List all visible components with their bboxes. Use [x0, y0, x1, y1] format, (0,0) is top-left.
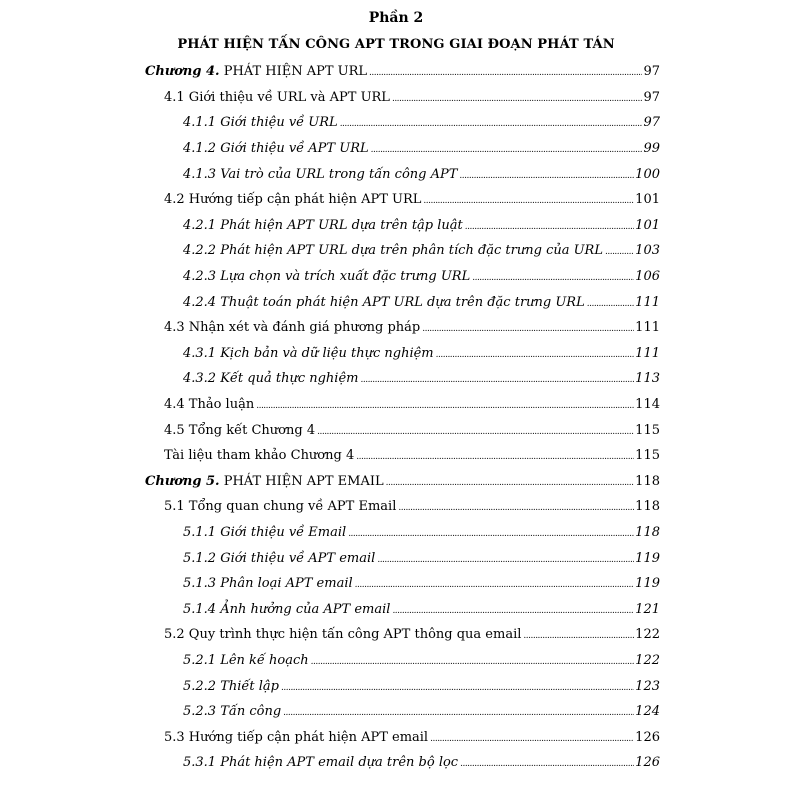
dot-leader [356, 453, 634, 462]
toc-subsection-entry [0, 289, 792, 315]
toc-entry-line [145, 65, 792, 78]
toc-entry-line [183, 116, 792, 129]
dot-leader [472, 274, 634, 283]
chapter-prefix: Chương 4. [145, 64, 220, 80]
toc-entry-label [183, 347, 436, 360]
dot-leader [377, 556, 634, 565]
toc-entry-title: 4.5 Tổng kết Chương 4 [164, 422, 316, 438]
dot-leader [430, 735, 634, 744]
toc-page-number: 121 [635, 601, 660, 617]
dot-leader [587, 300, 634, 309]
toc-page-number: 122 [635, 652, 660, 668]
toc-entry-title: Tài liệu tham khảo Chương 4 [164, 448, 355, 464]
toc-page-number: 111 [635, 320, 660, 336]
toc-subsection-entry [0, 238, 792, 264]
dot-leader [465, 223, 634, 232]
part-title: Phần 2 [368, 10, 424, 26]
toc-entry-line [183, 654, 792, 667]
toc-page-number: 123 [635, 678, 660, 694]
toc-entry-label [164, 91, 392, 104]
toc-entry-title: 5.2.2 Thiết lập [183, 678, 279, 694]
toc-entry-line [164, 91, 792, 104]
toc-entry-label [164, 731, 430, 744]
toc-section-entry [0, 85, 792, 111]
toc-subsection-entry [0, 213, 792, 239]
toc-page-number: 99 [643, 141, 660, 157]
dot-leader [281, 684, 634, 693]
toc-entry-line [164, 321, 792, 334]
toc-page-number: 119 [635, 550, 660, 566]
part-subtitle: PHÁT HIỆN TẤN CÔNG APT TRONG GIAI ĐOẠN PHÁT TÁN [177, 37, 615, 52]
toc-subsection-entry [0, 110, 792, 136]
toc-page-number: 115 [635, 422, 660, 438]
dot-leader [398, 504, 634, 513]
toc-subsection-entry [0, 161, 792, 187]
toc-entry-line [183, 705, 792, 718]
toc-page-number: 111 [635, 294, 660, 310]
toc-page-number: 118 [635, 499, 660, 515]
dot-leader [523, 632, 634, 641]
dot-leader [311, 658, 635, 667]
toc-entry-line [164, 398, 792, 411]
dot-leader [605, 248, 634, 257]
toc-page-number: 118 [635, 473, 660, 489]
toc-entry-title: 5.2.3 Tấn công [183, 704, 282, 720]
toc-entry-title: 4.2.1 Phát hiện APT URL dựa trên tập luật [183, 217, 463, 233]
toc-entry-line [183, 756, 792, 769]
toc-page-number: 122 [635, 627, 660, 643]
toc-entry-label [183, 270, 472, 283]
toc-entry-label [164, 628, 523, 641]
toc-entry-label [164, 449, 356, 462]
toc-entry-title: 4.2.2 Phát hiện APT URL dựa trên phân tích đặc trưng của URL [183, 243, 603, 259]
toc-page-number: 101 [635, 192, 660, 208]
toc-subsection-entry [0, 673, 792, 699]
toc-entry-title: 5.2.1 Lên kế hoạch [183, 652, 309, 668]
toc-page-number: 106 [635, 269, 660, 285]
toc-entry-label [164, 424, 317, 437]
toc-chapter-entry [0, 469, 792, 495]
toc-entry-label [164, 500, 398, 513]
toc-section-entry [0, 187, 792, 213]
dot-leader [360, 376, 634, 385]
toc-entry-title: 4.4 Thảo luận [164, 397, 255, 413]
toc-subsection-entry [0, 648, 792, 674]
toc-entry-label [183, 552, 377, 565]
toc-entry-line [183, 372, 792, 385]
toc-section-entry [0, 315, 792, 341]
toc-page-number: 119 [635, 576, 660, 592]
toc-page-number: 126 [635, 755, 660, 771]
toc-entry-title: 4.1 Giới thiệu về URL và APT URL [164, 89, 390, 105]
dot-leader [355, 581, 635, 590]
toc-section-entry [0, 622, 792, 648]
toc-entry-label [183, 244, 605, 257]
toc-entry-label [183, 168, 459, 181]
toc-subsection-entry [0, 596, 792, 622]
toc-entry-line [145, 475, 792, 488]
toc-subsection-entry [0, 699, 792, 725]
toc-entry-line [183, 168, 792, 181]
toc-entry-line [164, 731, 792, 744]
dot-leader [256, 402, 634, 411]
toc-entry-label [183, 372, 360, 385]
toc-entry-title: 5.1 Tổng quan chung về APT Email [164, 499, 397, 515]
toc-page-number: 100 [635, 166, 660, 182]
toc-subsection-entry [0, 545, 792, 571]
toc-entry-label [183, 603, 392, 616]
toc-entry-title: 5.1.1 Giới thiệu về Email [183, 524, 347, 540]
toc-entry-label [183, 756, 460, 769]
toc-entry-title: 5.3.1 Phát hiện APT email dựa trên bộ lọc [183, 755, 459, 771]
dot-leader [459, 172, 634, 181]
toc-entry-title: 5.2 Quy trình thực hiện tấn công APT thông qua email [164, 627, 522, 643]
toc-page-number: 118 [635, 524, 660, 540]
toc-section-entry [0, 724, 792, 750]
toc-entry-line [164, 424, 792, 437]
dot-leader [460, 760, 634, 769]
dot-leader [371, 146, 643, 155]
dot-leader [423, 197, 634, 206]
toc-page-number: 124 [635, 704, 660, 720]
toc-entry-title: 5.1.4 Ảnh hưởng của APT email [183, 601, 391, 617]
toc-entry-line [183, 680, 792, 693]
toc-entry-line [183, 552, 792, 565]
toc-page-number: 97 [643, 89, 660, 105]
toc-entry-label [183, 705, 283, 718]
toc-entry-label [183, 296, 587, 309]
dot-leader [369, 69, 642, 78]
table-of-contents [0, 59, 792, 776]
toc-entry-title: 4.3 Nhận xét và đánh giá phương pháp [164, 320, 421, 336]
toc-entry-label [145, 475, 386, 488]
toc-entry-line [183, 296, 792, 309]
toc-page-number: 97 [643, 64, 660, 80]
toc-entry-line [183, 603, 792, 616]
toc-entry-label [183, 219, 465, 232]
toc-entry-label [183, 142, 371, 155]
toc-subsection-entry [0, 341, 792, 367]
toc-entry-title: PHÁT HIỆN APT EMAIL [219, 473, 384, 489]
toc-section-entry [0, 392, 792, 418]
dot-leader [340, 120, 643, 129]
toc-entry-title: 4.1.3 Vai trò của URL trong tấn công APT [183, 166, 458, 182]
toc-entry-title: 5.1.2 Giới thiệu về APT email [183, 550, 376, 566]
toc-section-entry [0, 417, 792, 443]
toc-entry-line [183, 219, 792, 232]
toc-entry-title: 4.3.2 Kết quả thực nghiệm [183, 371, 359, 387]
toc-entry-title: 5.3 Hướng tiếp cận phát hiện APT email [164, 729, 429, 745]
toc-chapter-entry [0, 59, 792, 85]
dot-leader [386, 479, 635, 488]
toc-page-number: 111 [635, 345, 660, 361]
toc-page-number: 97 [643, 115, 660, 131]
toc-entry-title: PHÁT HIỆN APT URL [219, 64, 368, 80]
toc-entry-line [164, 500, 792, 513]
dot-leader [392, 95, 643, 104]
toc-page-number: 101 [635, 217, 660, 233]
toc-entry-line [183, 347, 792, 360]
toc-entry-label [183, 526, 348, 539]
toc-subsection-entry [0, 366, 792, 392]
toc-entry-label [145, 65, 369, 78]
toc-entry-line [164, 628, 792, 641]
toc-entry-title: 4.2 Hướng tiếp cận phát hiện APT URL [164, 192, 422, 208]
toc-entry-line [183, 526, 792, 539]
toc-entry-label [183, 577, 355, 590]
toc-entry-line [183, 142, 792, 155]
toc-section-entry [0, 443, 792, 469]
toc-entry-title: 4.2.3 Lựa chọn và trích xuất đặc trưng URL [183, 269, 471, 285]
toc-entry-label [183, 116, 340, 129]
toc-entry-title: 4.2.4 Thuật toán phát hiện APT URL dựa trên đặc trưng URL [183, 294, 585, 310]
dot-leader [436, 351, 635, 360]
toc-entry-line [164, 449, 792, 462]
toc-page-number: 114 [635, 397, 660, 413]
toc-entry-title: 5.1.3 Phân loại APT email [183, 576, 353, 592]
toc-page-number: 115 [635, 448, 660, 464]
toc-page-number: 113 [635, 371, 660, 387]
toc-entry-line [183, 577, 792, 590]
toc-entry-label [164, 321, 422, 334]
toc-entry-label [183, 654, 311, 667]
toc-subsection-entry [0, 520, 792, 546]
dot-leader [317, 428, 634, 437]
toc-entry-label [183, 680, 281, 693]
toc-subsection-entry [0, 571, 792, 597]
toc-page-number: 103 [635, 243, 660, 259]
toc-subsection-entry [0, 750, 792, 776]
dot-leader [422, 325, 634, 334]
toc-entry-title: 4.3.1 Kịch bản và dữ liệu thực nghiệm [183, 345, 434, 361]
toc-entry-line [164, 193, 792, 206]
toc-subsection-entry [0, 136, 792, 162]
toc-section-entry [0, 494, 792, 520]
dot-leader [348, 530, 634, 539]
toc-entry-line [183, 244, 792, 257]
dot-leader [392, 607, 634, 616]
toc-entry-label [164, 193, 423, 206]
toc-entry-title: 4.1.2 Giới thiệu về APT URL [183, 141, 369, 157]
toc-subsection-entry [0, 264, 792, 290]
toc-entry-line [183, 270, 792, 283]
toc-entry-title: 4.1.1 Giới thiệu về URL [183, 115, 338, 131]
toc-page-number: 126 [635, 729, 660, 745]
toc-entry-label [164, 398, 256, 411]
chapter-prefix: Chương 5. [145, 473, 220, 489]
dot-leader [283, 709, 634, 718]
